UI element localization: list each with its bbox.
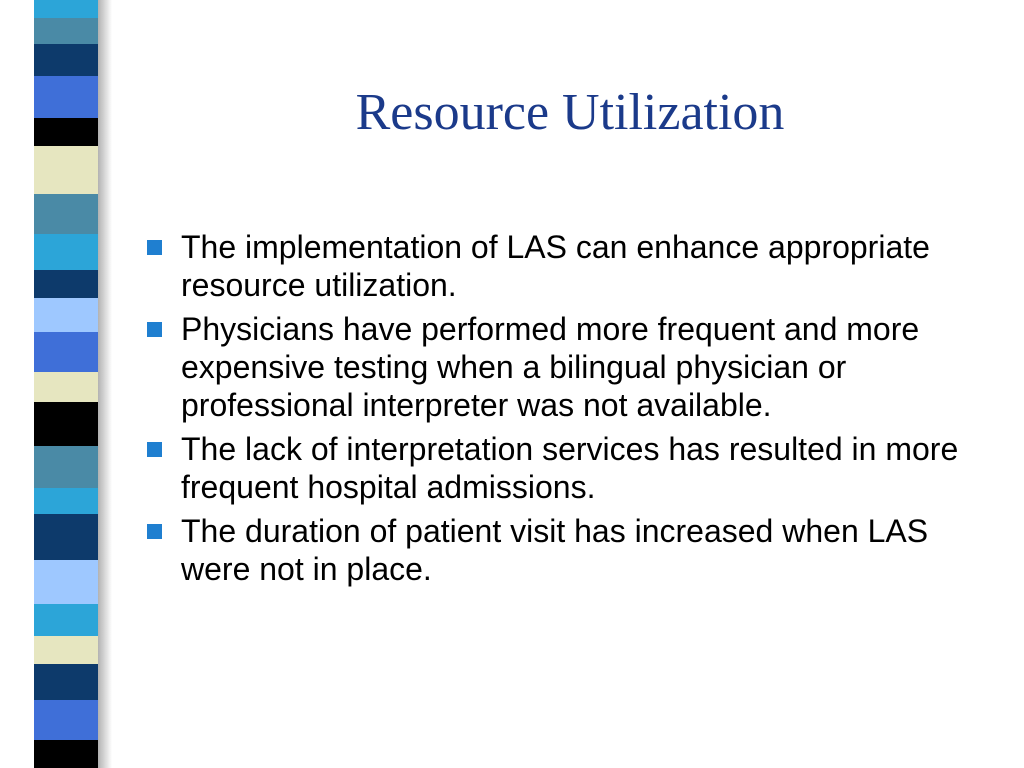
stripe-block xyxy=(34,44,98,76)
stripe-block xyxy=(34,0,98,18)
stripe-block xyxy=(34,118,98,146)
square-bullet-icon xyxy=(147,240,162,255)
slide-title: Resource Utilization xyxy=(355,84,785,141)
stripe-block xyxy=(34,234,98,270)
bullet-item xyxy=(145,430,1005,506)
stripe-block xyxy=(34,270,98,298)
bullet-text: The implementation of LAS can enhance appropriate resource utilization. xyxy=(181,229,930,303)
square-bullet-icon xyxy=(147,524,162,539)
stripe-block xyxy=(34,488,98,514)
bullet-text: The lack of interpretation services has resulted in more frequent hospital admissions. xyxy=(181,431,959,505)
square-bullet-icon xyxy=(147,442,162,457)
stripe-block xyxy=(34,700,98,740)
bullet-text: Physicians have performed more frequent and more expensive testing when a bilingual physician or professional interpreter was not available. xyxy=(181,311,920,423)
stripe-block xyxy=(34,664,98,700)
square-bullet-icon xyxy=(147,322,162,337)
stripe-block xyxy=(34,76,98,118)
stripe-block xyxy=(34,332,98,372)
stripe-block xyxy=(34,636,98,664)
stripe-shadow xyxy=(98,0,112,768)
bullet-item xyxy=(145,310,1005,424)
stripe-block xyxy=(34,298,98,332)
stripe-block xyxy=(34,446,98,488)
stripe-block xyxy=(34,18,98,44)
stripe-block xyxy=(34,372,98,402)
bullet-list xyxy=(145,228,1005,594)
stripe-block xyxy=(34,740,98,768)
stripe-block xyxy=(34,604,98,636)
stripe-block xyxy=(34,146,98,194)
decorative-stripe xyxy=(34,0,98,768)
stripe-block xyxy=(34,194,98,234)
bullet-item xyxy=(145,512,1005,588)
stripe-block xyxy=(34,514,98,560)
bullet-item xyxy=(145,228,1005,304)
stripe-block xyxy=(34,402,98,446)
bullet-text: The duration of patient visit has increased when LAS were not in place. xyxy=(181,513,929,587)
stripe-block xyxy=(34,560,98,604)
